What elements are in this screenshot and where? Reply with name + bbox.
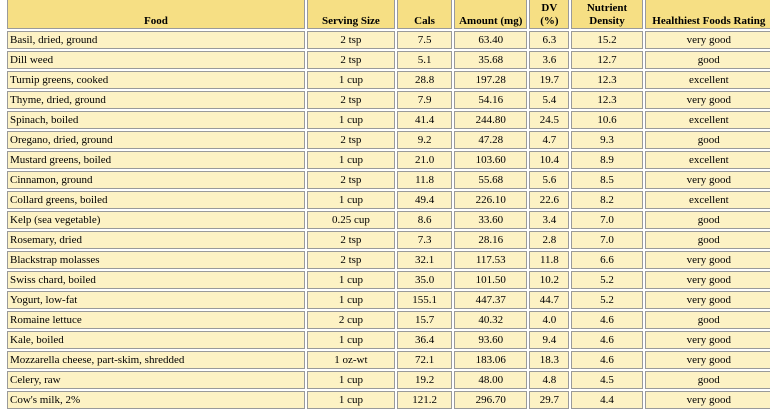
- cals-cell: 9.2: [397, 131, 452, 149]
- table-row: [7, 371, 770, 389]
- food-cell: Turnip greens, cooked: [7, 71, 305, 89]
- cals-cell: 7.9: [397, 91, 452, 109]
- amount-cell: 55.68: [454, 171, 527, 189]
- dv-cell: 24.5: [529, 111, 569, 129]
- dv-cell: 2.8: [529, 231, 569, 249]
- nutrient-table: [5, 0, 770, 411]
- dv-cell: 6.3: [529, 31, 569, 49]
- amount-cell: 63.40: [454, 31, 527, 49]
- nutrient-density-cell: 8.2: [571, 191, 642, 209]
- nutrient-density-cell: 4.6: [571, 351, 642, 369]
- food-cell: Rosemary, dried: [7, 231, 305, 249]
- amount-cell: 101.50: [454, 271, 527, 289]
- rating-cell: very good: [645, 251, 770, 269]
- cals-cell: 36.4: [397, 331, 452, 349]
- nutrient-density-cell: 6.6: [571, 251, 642, 269]
- dv-cell: 9.4: [529, 331, 569, 349]
- column-header-dv: DV (%): [529, 0, 569, 29]
- cals-cell: 155.1: [397, 291, 452, 309]
- table-row: [7, 251, 770, 269]
- serving-size-cell: 2 tsp: [307, 171, 395, 189]
- food-cell: Dill weed: [7, 51, 305, 69]
- nutrient-density-cell: 10.6: [571, 111, 642, 129]
- food-cell: Mozzarella cheese, part-skim, shredded: [7, 351, 305, 369]
- food-cell: Kelp (sea vegetable): [7, 211, 305, 229]
- table-row: [7, 271, 770, 289]
- nutrient-density-cell: 4.6: [571, 311, 642, 329]
- amount-cell: 40.32: [454, 311, 527, 329]
- table-body: [7, 31, 770, 409]
- cals-cell: 5.1: [397, 51, 452, 69]
- food-cell: Basil, dried, ground: [7, 31, 305, 49]
- rating-cell: good: [645, 211, 770, 229]
- dv-cell: 10.2: [529, 271, 569, 289]
- column-header-serving-size: Serving Size: [307, 0, 395, 29]
- rating-cell: good: [645, 311, 770, 329]
- dv-cell: 4.8: [529, 371, 569, 389]
- serving-size-cell: 1 cup: [307, 291, 395, 309]
- cals-cell: 7.3: [397, 231, 452, 249]
- dv-cell: 29.7: [529, 391, 569, 409]
- amount-cell: 54.16: [454, 91, 527, 109]
- cals-cell: 19.2: [397, 371, 452, 389]
- nutrient-density-cell: 12.3: [571, 91, 642, 109]
- table-row: [7, 191, 770, 209]
- table-header-row: [7, 0, 770, 29]
- column-header-food: Food: [7, 0, 305, 29]
- table-row: [7, 351, 770, 369]
- dv-cell: 10.4: [529, 151, 569, 169]
- dv-cell: 5.4: [529, 91, 569, 109]
- dv-cell: 3.4: [529, 211, 569, 229]
- dv-cell: 44.7: [529, 291, 569, 309]
- serving-size-cell: 0.25 cup: [307, 211, 395, 229]
- food-cell: Swiss chard, boiled: [7, 271, 305, 289]
- food-cell: Oregano, dried, ground: [7, 131, 305, 149]
- cals-cell: 72.1: [397, 351, 452, 369]
- dv-cell: 18.3: [529, 351, 569, 369]
- food-cell: Thyme, dried, ground: [7, 91, 305, 109]
- amount-cell: 35.68: [454, 51, 527, 69]
- rating-cell: very good: [645, 171, 770, 189]
- food-cell: Mustard greens, boiled: [7, 151, 305, 169]
- cals-cell: 41.4: [397, 111, 452, 129]
- column-header-rating: Healthiest Foods Rating: [645, 0, 770, 29]
- food-cell: Blackstrap molasses: [7, 251, 305, 269]
- nutrient-density-cell: 7.0: [571, 231, 642, 249]
- amount-cell: 296.70: [454, 391, 527, 409]
- dv-cell: 4.7: [529, 131, 569, 149]
- cals-cell: 21.0: [397, 151, 452, 169]
- nutrient-density-cell: 5.2: [571, 271, 642, 289]
- serving-size-cell: 1 cup: [307, 111, 395, 129]
- serving-size-cell: 2 tsp: [307, 51, 395, 69]
- amount-cell: 103.60: [454, 151, 527, 169]
- nutrient-density-cell: 9.3: [571, 131, 642, 149]
- rating-cell: good: [645, 231, 770, 249]
- table-row: [7, 211, 770, 229]
- amount-cell: 197.28: [454, 71, 527, 89]
- table-row: [7, 311, 770, 329]
- rating-cell: good: [645, 51, 770, 69]
- cals-cell: 28.8: [397, 71, 452, 89]
- table-row: [7, 71, 770, 89]
- food-cell: Yogurt, low-fat: [7, 291, 305, 309]
- food-cell: Kale, boiled: [7, 331, 305, 349]
- food-cell: Cinnamon, ground: [7, 171, 305, 189]
- food-cell: Romaine lettuce: [7, 311, 305, 329]
- table-row: [7, 171, 770, 189]
- food-cell: Cow's milk, 2%: [7, 391, 305, 409]
- serving-size-cell: 2 tsp: [307, 231, 395, 249]
- rating-cell: very good: [645, 271, 770, 289]
- table-row: [7, 391, 770, 409]
- table-row: [7, 291, 770, 309]
- nutrient-density-cell: 15.2: [571, 31, 642, 49]
- dv-cell: 19.7: [529, 71, 569, 89]
- rating-cell: excellent: [645, 111, 770, 129]
- food-cell: Spinach, boiled: [7, 111, 305, 129]
- dv-cell: 3.6: [529, 51, 569, 69]
- amount-cell: 48.00: [454, 371, 527, 389]
- rating-cell: excellent: [645, 151, 770, 169]
- nutrient-density-cell: 4.6: [571, 331, 642, 349]
- rating-cell: very good: [645, 331, 770, 349]
- rating-cell: good: [645, 131, 770, 149]
- table-row: [7, 51, 770, 69]
- column-header-amount: Amount (mg): [454, 0, 527, 29]
- amount-cell: 447.37: [454, 291, 527, 309]
- amount-cell: 93.60: [454, 331, 527, 349]
- cals-cell: 49.4: [397, 191, 452, 209]
- dv-cell: 11.8: [529, 251, 569, 269]
- rating-cell: very good: [645, 351, 770, 369]
- table-row: [7, 111, 770, 129]
- table-row: [7, 131, 770, 149]
- serving-size-cell: 1 cup: [307, 391, 395, 409]
- cals-cell: 15.7: [397, 311, 452, 329]
- amount-cell: 183.06: [454, 351, 527, 369]
- serving-size-cell: 2 tsp: [307, 91, 395, 109]
- dv-cell: 5.6: [529, 171, 569, 189]
- serving-size-cell: 1 cup: [307, 271, 395, 289]
- nutrient-density-cell: 7.0: [571, 211, 642, 229]
- nutrient-density-cell: 5.2: [571, 291, 642, 309]
- food-cell: Collard greens, boiled: [7, 191, 305, 209]
- serving-size-cell: 1 cup: [307, 331, 395, 349]
- rating-cell: very good: [645, 291, 770, 309]
- serving-size-cell: 1 cup: [307, 191, 395, 209]
- rating-cell: excellent: [645, 191, 770, 209]
- column-header-cals: Cals: [397, 0, 452, 29]
- amount-cell: 226.10: [454, 191, 527, 209]
- cals-cell: 32.1: [397, 251, 452, 269]
- nutrient-density-cell: 8.9: [571, 151, 642, 169]
- serving-size-cell: 2 tsp: [307, 31, 395, 49]
- rating-cell: very good: [645, 391, 770, 409]
- food-cell: Celery, raw: [7, 371, 305, 389]
- table-row: [7, 31, 770, 49]
- serving-size-cell: 1 cup: [307, 151, 395, 169]
- serving-size-cell: 2 tsp: [307, 131, 395, 149]
- amount-cell: 244.80: [454, 111, 527, 129]
- rating-cell: good: [645, 371, 770, 389]
- serving-size-cell: 2 tsp: [307, 251, 395, 269]
- nutrient-density-cell: 12.3: [571, 71, 642, 89]
- serving-size-cell: 2 cup: [307, 311, 395, 329]
- cals-cell: 11.8: [397, 171, 452, 189]
- nutrient-density-cell: 8.5: [571, 171, 642, 189]
- amount-cell: 33.60: [454, 211, 527, 229]
- table-row: [7, 231, 770, 249]
- dv-cell: 4.0: [529, 311, 569, 329]
- serving-size-cell: 1 oz-wt: [307, 351, 395, 369]
- rating-cell: very good: [645, 31, 770, 49]
- column-header-nutrient-density: Nutrient Density: [571, 0, 642, 29]
- nutrient-density-cell: 4.4: [571, 391, 642, 409]
- cals-cell: 121.2: [397, 391, 452, 409]
- dv-cell: 22.6: [529, 191, 569, 209]
- rating-cell: excellent: [645, 71, 770, 89]
- nutrient-density-cell: 12.7: [571, 51, 642, 69]
- table-row: [7, 151, 770, 169]
- amount-cell: 28.16: [454, 231, 527, 249]
- table-row: [7, 91, 770, 109]
- cals-cell: 8.6: [397, 211, 452, 229]
- amount-cell: 47.28: [454, 131, 527, 149]
- cals-cell: 7.5: [397, 31, 452, 49]
- nutrient-density-cell: 4.5: [571, 371, 642, 389]
- amount-cell: 117.53: [454, 251, 527, 269]
- cals-cell: 35.0: [397, 271, 452, 289]
- rating-cell: very good: [645, 91, 770, 109]
- serving-size-cell: 1 cup: [307, 371, 395, 389]
- serving-size-cell: 1 cup: [307, 71, 395, 89]
- table-row: [7, 331, 770, 349]
